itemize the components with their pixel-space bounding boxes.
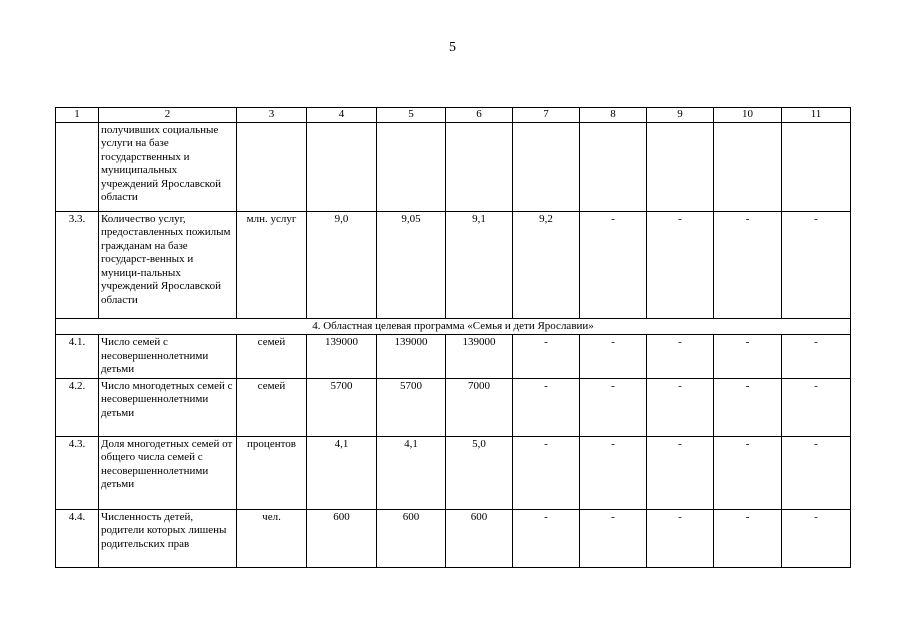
value-cell: 5,0 xyxy=(446,436,513,509)
table-row xyxy=(56,436,851,509)
value-cell: - xyxy=(513,436,580,509)
header-row xyxy=(56,108,851,123)
section-row xyxy=(56,318,851,335)
row-number: 4.1. xyxy=(56,335,99,379)
value-cell xyxy=(714,122,782,211)
value-cell xyxy=(307,122,377,211)
indicator-name: Доля многодетных семей от общего числа семей с несовершеннолетними детьми xyxy=(99,436,237,509)
indicator-name: Численность детей, родители которых лишены родительских прав xyxy=(99,509,237,567)
value-cell: 9,05 xyxy=(377,211,446,318)
table-row xyxy=(56,211,851,318)
section-title: 4. Областная целевая программа «Семья и дети Ярославии» xyxy=(56,318,851,335)
value-cell: - xyxy=(580,211,647,318)
indicator-name: Число многодетных семей с несовершеннолетними детьми xyxy=(99,378,237,436)
value-cell: - xyxy=(580,436,647,509)
value-cell xyxy=(647,122,714,211)
value-cell: 9,0 xyxy=(307,211,377,318)
value-cell: - xyxy=(647,509,714,567)
value-cell: 139000 xyxy=(307,335,377,379)
row-number: 3.3. xyxy=(56,211,99,318)
value-cell: - xyxy=(782,335,851,379)
value-cell: 139000 xyxy=(377,335,446,379)
column-header: 7 xyxy=(513,108,580,123)
value-cell xyxy=(513,122,580,211)
value-cell: - xyxy=(580,335,647,379)
value-cell: 600 xyxy=(377,509,446,567)
value-cell: - xyxy=(714,211,782,318)
table-body xyxy=(56,108,851,568)
value-cell: 5700 xyxy=(377,378,446,436)
indicator-name: Число семей с несовершеннолетними детьми xyxy=(99,335,237,379)
unit-cell: процентов xyxy=(237,436,307,509)
page-number: 5 xyxy=(449,40,456,55)
column-header: 5 xyxy=(377,108,446,123)
indicator-name: получивших социальные услуги на базе государственных и муниципальных учреждений Ярославской области xyxy=(99,122,237,211)
table-row xyxy=(56,122,851,211)
value-cell xyxy=(446,122,513,211)
column-header: 11 xyxy=(782,108,851,123)
unit-cell: семей xyxy=(237,335,307,379)
value-cell: 600 xyxy=(307,509,377,567)
column-header: 6 xyxy=(446,108,513,123)
table-row xyxy=(56,378,851,436)
value-cell: - xyxy=(782,211,851,318)
column-header: 2 xyxy=(99,108,237,123)
value-cell: - xyxy=(714,335,782,379)
value-cell: - xyxy=(647,211,714,318)
value-cell: - xyxy=(782,436,851,509)
value-cell: - xyxy=(513,509,580,567)
value-cell: 9,1 xyxy=(446,211,513,318)
row-number: 4.3. xyxy=(56,436,99,509)
value-cell xyxy=(580,122,647,211)
value-cell: - xyxy=(782,378,851,436)
value-cell: - xyxy=(714,436,782,509)
row-number: 4.2. xyxy=(56,378,99,436)
value-cell: 5700 xyxy=(307,378,377,436)
column-header: 10 xyxy=(714,108,782,123)
unit-cell: чел. xyxy=(237,509,307,567)
table-row xyxy=(56,335,851,379)
column-header: 8 xyxy=(580,108,647,123)
value-cell: 139000 xyxy=(446,335,513,379)
unit-cell xyxy=(237,122,307,211)
value-cell: - xyxy=(580,509,647,567)
table-row xyxy=(56,509,851,567)
indicators-table xyxy=(55,107,851,568)
value-cell: 9,2 xyxy=(513,211,580,318)
value-cell: - xyxy=(714,509,782,567)
value-cell: 4,1 xyxy=(307,436,377,509)
column-header: 1 xyxy=(56,108,99,123)
row-number: 4.4. xyxy=(56,509,99,567)
value-cell: 600 xyxy=(446,509,513,567)
value-cell: - xyxy=(513,378,580,436)
value-cell: - xyxy=(647,378,714,436)
value-cell: - xyxy=(513,335,580,379)
unit-cell: семей xyxy=(237,378,307,436)
value-cell: 4,1 xyxy=(377,436,446,509)
indicator-name: Количество услуг, предоставленных пожилым гражданам на базе государст-венных и муници-пальных учреждений Ярославской области xyxy=(99,211,237,318)
value-cell: - xyxy=(647,436,714,509)
row-number xyxy=(56,122,99,211)
value-cell: - xyxy=(647,335,714,379)
value-cell: 7000 xyxy=(446,378,513,436)
value-cell xyxy=(782,122,851,211)
column-header: 4 xyxy=(307,108,377,123)
column-header: 9 xyxy=(647,108,714,123)
value-cell: - xyxy=(782,509,851,567)
unit-cell: млн. услуг xyxy=(237,211,307,318)
value-cell: - xyxy=(714,378,782,436)
value-cell xyxy=(377,122,446,211)
value-cell: - xyxy=(580,378,647,436)
column-header: 3 xyxy=(237,108,307,123)
